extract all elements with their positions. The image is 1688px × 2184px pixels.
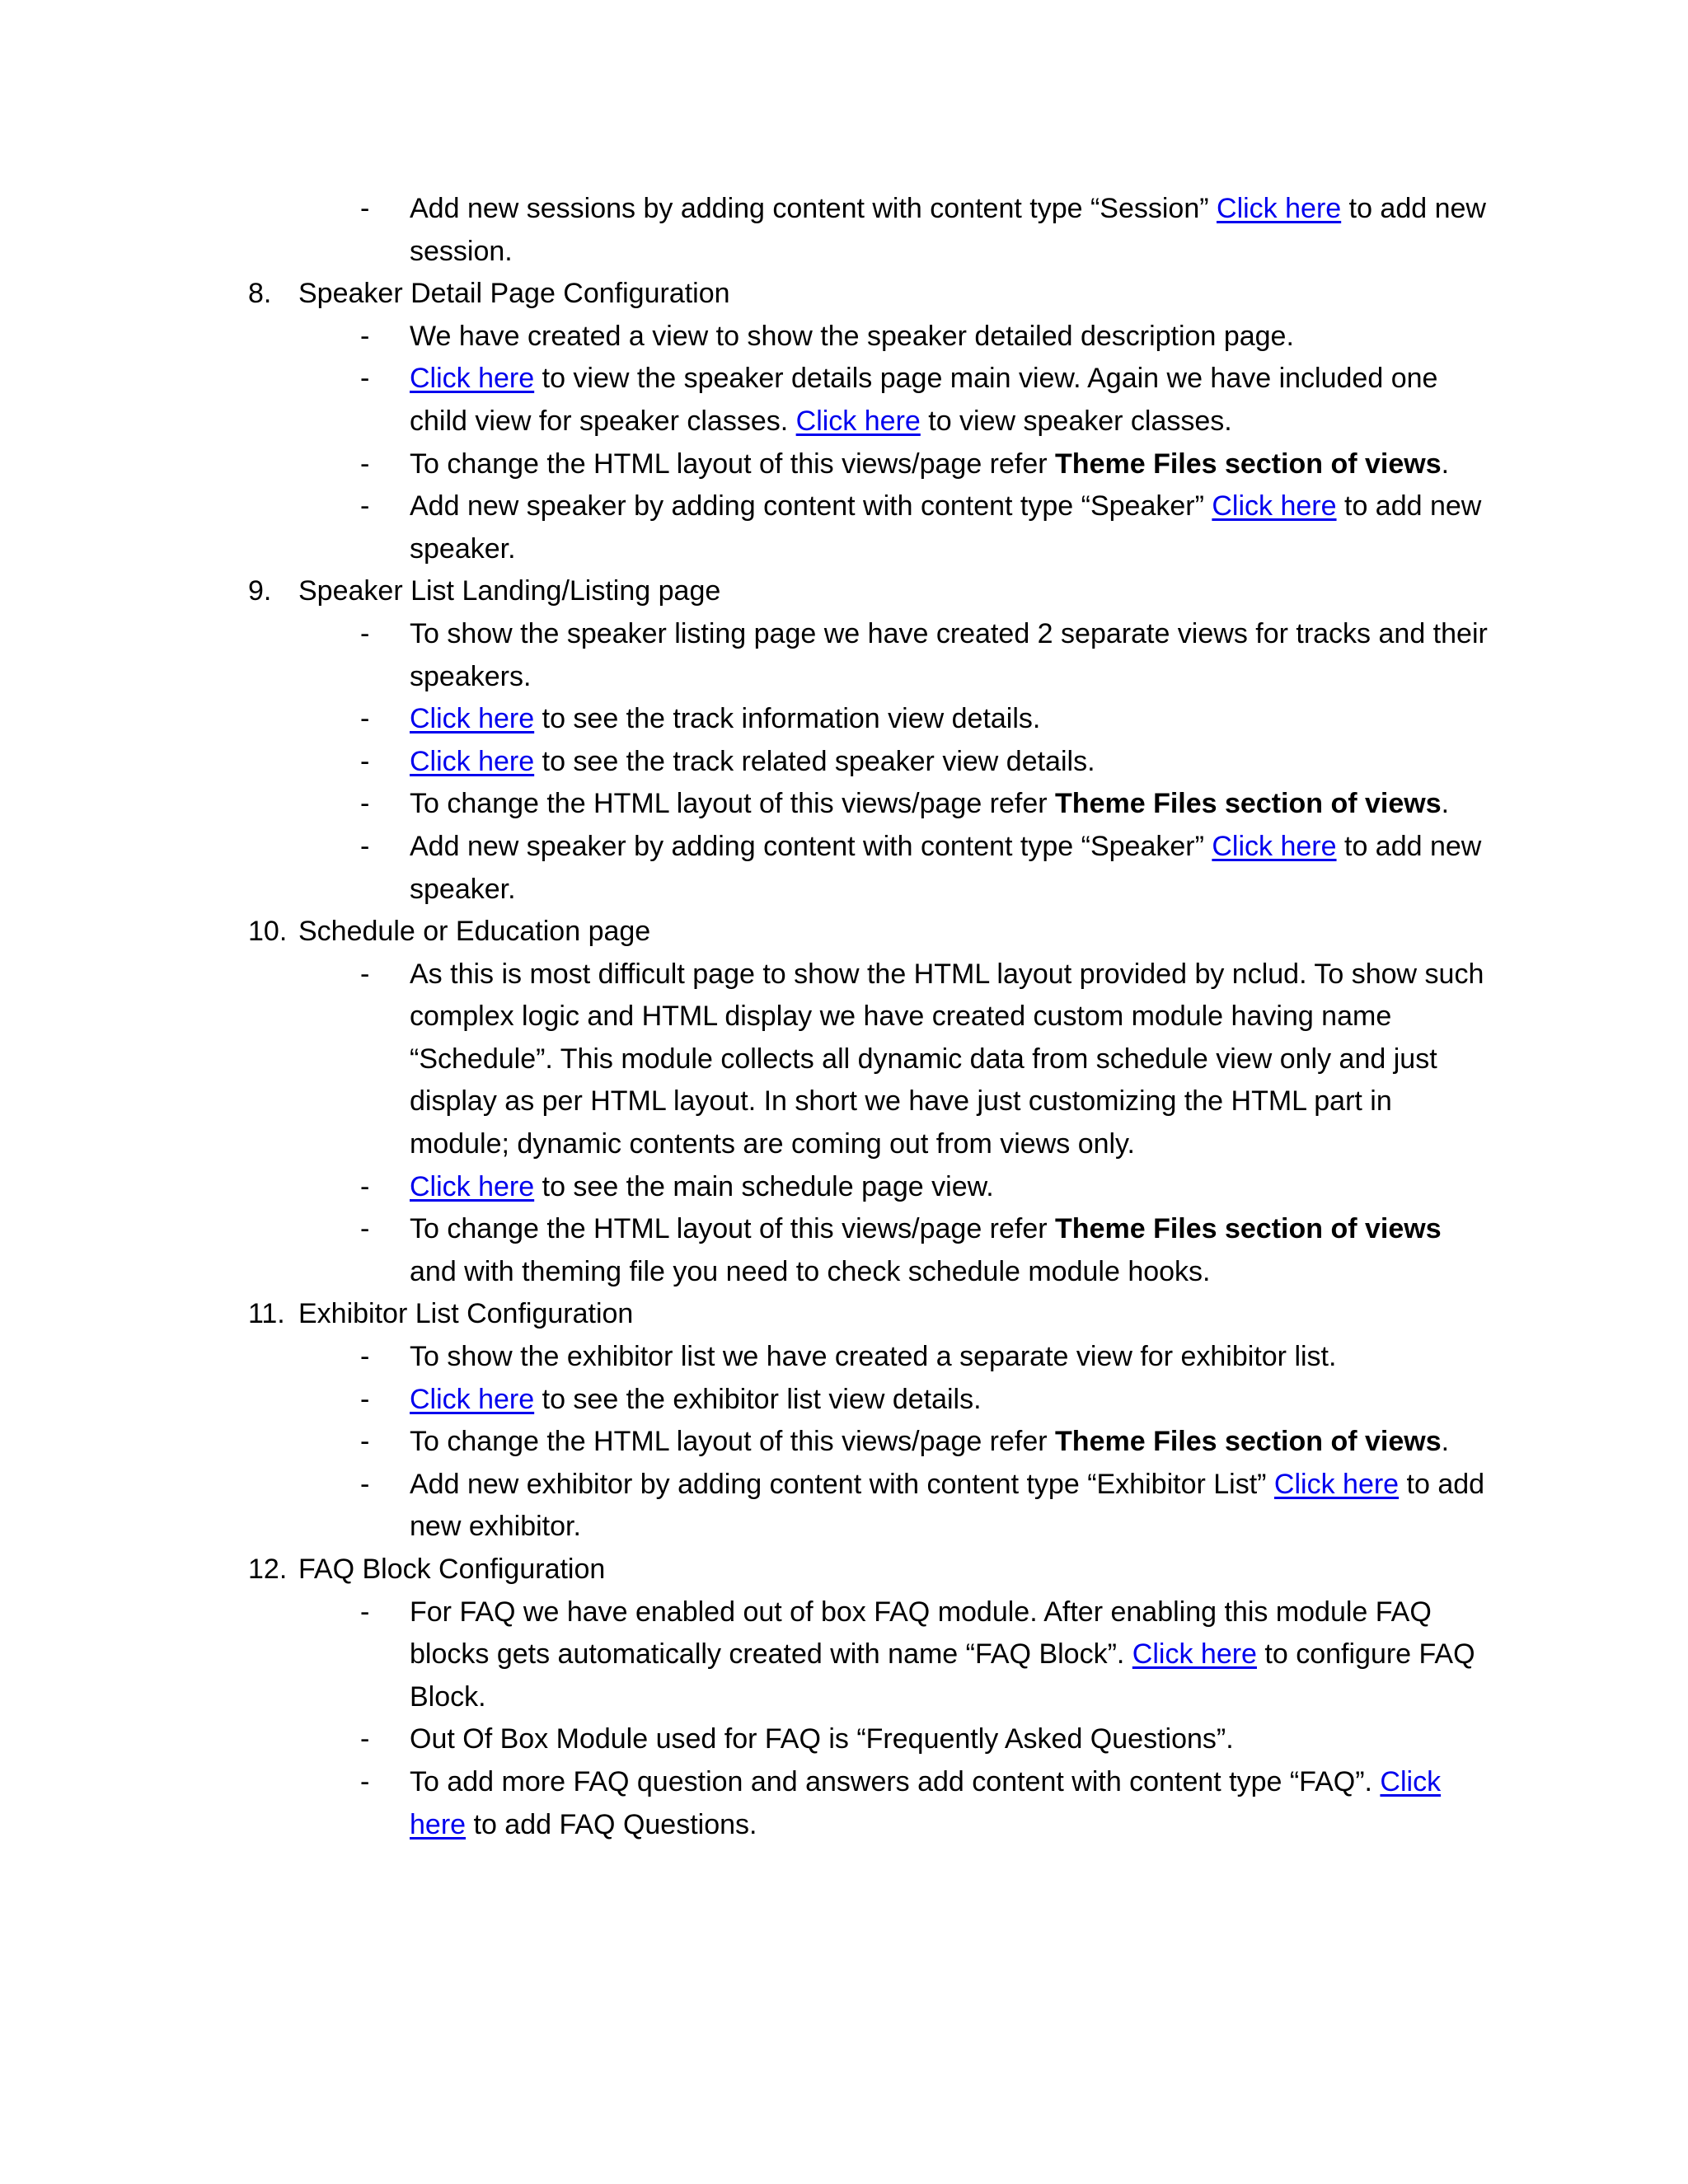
bullet-dash: - <box>360 745 370 777</box>
click-here-link[interactable]: Click here <box>1132 1638 1257 1671</box>
bullet-dash: - <box>360 1170 370 1202</box>
bullet-dash: - <box>360 1341 370 1373</box>
bullet-text: We have created a view to show the speaker detailed description page. <box>410 320 1294 352</box>
bold-reference-text: Theme Files section of views <box>1055 1213 1442 1245</box>
click-here-link[interactable]: Click here <box>410 745 535 777</box>
bullet-text: To change the HTML layout of this views/page refer <box>410 788 1056 820</box>
bullet-dash: - <box>360 1383 370 1415</box>
click-here-link[interactable]: Click here <box>410 703 535 735</box>
bullet-item <box>360 826 1489 911</box>
bullet-text: For FAQ we have enabled out of box FAQ module. After enabling this module FAQ blocks gets automatically created with name “FAQ Block”. <box>410 1596 1432 1671</box>
click-here-link[interactable]: Click here <box>1217 193 1342 224</box>
bullet-text: and with theming file you need to check schedule module hooks. <box>410 1255 1211 1287</box>
bullet-text: Add new exhibitor by adding content with content type “Exhibitor List” <box>410 1468 1274 1500</box>
bullet-dash: - <box>360 320 370 352</box>
bullet-dash: - <box>360 1765 370 1797</box>
bullet-dash: - <box>360 448 370 480</box>
section-heading <box>0 911 1688 954</box>
bullet-text: Add new sessions by adding content with content type “Session” <box>410 193 1217 224</box>
click-here-link[interactable]: Click here <box>410 1170 535 1202</box>
bullet-text: To show the speaker listing page we have created 2 separate views for tracks and their speakers. <box>410 617 1488 692</box>
bold-reference-text: Theme Files section of views <box>1055 448 1442 480</box>
bullet-item <box>360 443 1489 486</box>
bullet-dash: - <box>360 1723 370 1755</box>
section-heading <box>0 1549 1688 1591</box>
bullet-text: to add new exhibitor. <box>410 1468 1485 1543</box>
bullet-dash: - <box>360 617 370 649</box>
bullet-item <box>360 741 1489 784</box>
bullet-dash: - <box>360 363 370 395</box>
bullet-dash: - <box>360 1213 370 1245</box>
bullet-item <box>360 1464 1489 1549</box>
section-title: Speaker List Landing/Listing page <box>298 575 721 607</box>
bullet-dash: - <box>360 490 370 523</box>
bullet-dash: - <box>360 1468 370 1500</box>
section-number: 11. <box>248 1298 285 1330</box>
bullet-text: To show the exhibitor list we have created a separate view for exhibitor list. <box>410 1341 1337 1373</box>
bullet-item <box>360 613 1489 698</box>
bullet-dash: - <box>360 1426 370 1458</box>
bullet-text: . <box>1441 448 1450 480</box>
bullet-text: . <box>1441 788 1450 820</box>
bullet-text: to add new speaker. <box>410 490 1482 565</box>
bullet-text: to add new speaker. <box>410 830 1482 905</box>
bullet-dash: - <box>360 1596 370 1628</box>
click-here-link[interactable]: Click here <box>795 405 921 437</box>
bullet-item <box>360 358 1489 443</box>
click-here-link[interactable]: Click here <box>410 363 535 395</box>
bullet-text: to configure FAQ Block. <box>410 1638 1475 1713</box>
bullet-text: Out Of Box Module used for FAQ is “Frequently Asked Questions”. <box>410 1723 1234 1755</box>
section-heading <box>0 273 1688 316</box>
section-number: 8. <box>248 278 272 310</box>
bullet-text: To change the HTML layout of this views/page refer <box>410 1213 1056 1245</box>
section-exhibitor-list-configuration <box>0 1293 1688 1549</box>
click-here-link[interactable]: Click here <box>410 1765 1442 1840</box>
section-title: Speaker Detail Page Configuration <box>298 278 730 310</box>
bullet-text: Add new speaker by adding content with content type “Speaker” <box>410 830 1212 862</box>
bullet-text: to see the track information view details. <box>534 703 1041 735</box>
section-faq-block-configuration <box>0 1549 1688 1846</box>
bullet-text: to add FAQ Questions. <box>466 1808 757 1840</box>
bullet-text: To change the HTML layout of this views/page refer <box>410 448 1056 480</box>
bullet-text: to add new session. <box>410 193 1486 267</box>
section-schedule-or-education-page <box>0 911 1688 1293</box>
section-heading <box>0 570 1688 613</box>
document-page <box>0 188 1688 1846</box>
section-title: Exhibitor List Configuration <box>298 1298 634 1330</box>
bullet-dash: - <box>360 193 370 224</box>
bullet-text: to view speaker classes. <box>920 405 1232 437</box>
click-here-link[interactable]: Click here <box>410 1383 535 1415</box>
bold-reference-text: Theme Files section of views <box>1055 788 1442 820</box>
section-number: 9. <box>248 575 272 607</box>
bullet-text: . <box>1441 1426 1450 1458</box>
bullet-item <box>360 1761 1489 1846</box>
bullet-item <box>360 1591 1489 1719</box>
bullet-text: to see the main schedule page view. <box>534 1170 994 1202</box>
bullet-item <box>360 783 1489 826</box>
bullet-item <box>360 1208 1489 1293</box>
bullet-item <box>360 1379 1489 1422</box>
bullet-item <box>360 954 1489 1166</box>
bold-reference-text: Theme Files section of views <box>1055 1426 1442 1458</box>
bullet-text: Add new speaker by adding content with content type “Speaker” <box>410 490 1212 523</box>
bullet-item <box>360 1718 1489 1761</box>
bullet-item <box>360 698 1489 741</box>
bullet-text: to see the track related speaker view details. <box>534 745 1095 777</box>
bullet-dash: - <box>360 830 370 862</box>
section-number: 12. <box>248 1554 288 1585</box>
section-title: FAQ Block Configuration <box>298 1554 606 1585</box>
bullet-text: to see the exhibitor list view details. <box>534 1383 982 1415</box>
bullet-item <box>360 1421 1489 1464</box>
section-title: Schedule or Education page <box>298 916 651 948</box>
click-here-link[interactable]: Click here <box>1273 1468 1400 1500</box>
section-speaker-list-landing-listing-page <box>0 570 1688 911</box>
section-speaker-detail-page-configuration <box>0 273 1688 570</box>
bullet-item <box>360 188 1489 273</box>
bullet-text: to view the speaker details page main view. Again we have included one child view for speaker classes. <box>410 363 1438 437</box>
bullet-dash: - <box>360 703 370 735</box>
section-number: 10. <box>248 916 288 948</box>
click-here-link[interactable]: Click here <box>1212 830 1337 862</box>
bullet-text: As this is most difficult page to show the HTML layout provided by nclud. To show such complex logic and HTML display we have created custom module having name “Schedule”. This module collects all dynamic data from schedule view only and just display as per HTML layout. In short we have just customizing the HTML part in module; dynamic contents are coming out from views only. <box>410 958 1484 1160</box>
bullet-item <box>360 1336 1489 1379</box>
bullet-text: To add more FAQ question and answers add content with content type “FAQ”. <box>410 1765 1381 1797</box>
bullet-dash: - <box>360 958 370 990</box>
section-continuation <box>0 188 1688 273</box>
section-heading <box>0 1293 1688 1336</box>
click-here-link[interactable]: Click here <box>1212 490 1337 523</box>
bullet-dash: - <box>360 788 370 820</box>
bullet-item <box>360 485 1489 570</box>
bullet-item <box>360 316 1489 359</box>
bullet-item <box>360 1166 1489 1209</box>
bullet-text: To change the HTML layout of this views/page refer <box>410 1426 1056 1458</box>
